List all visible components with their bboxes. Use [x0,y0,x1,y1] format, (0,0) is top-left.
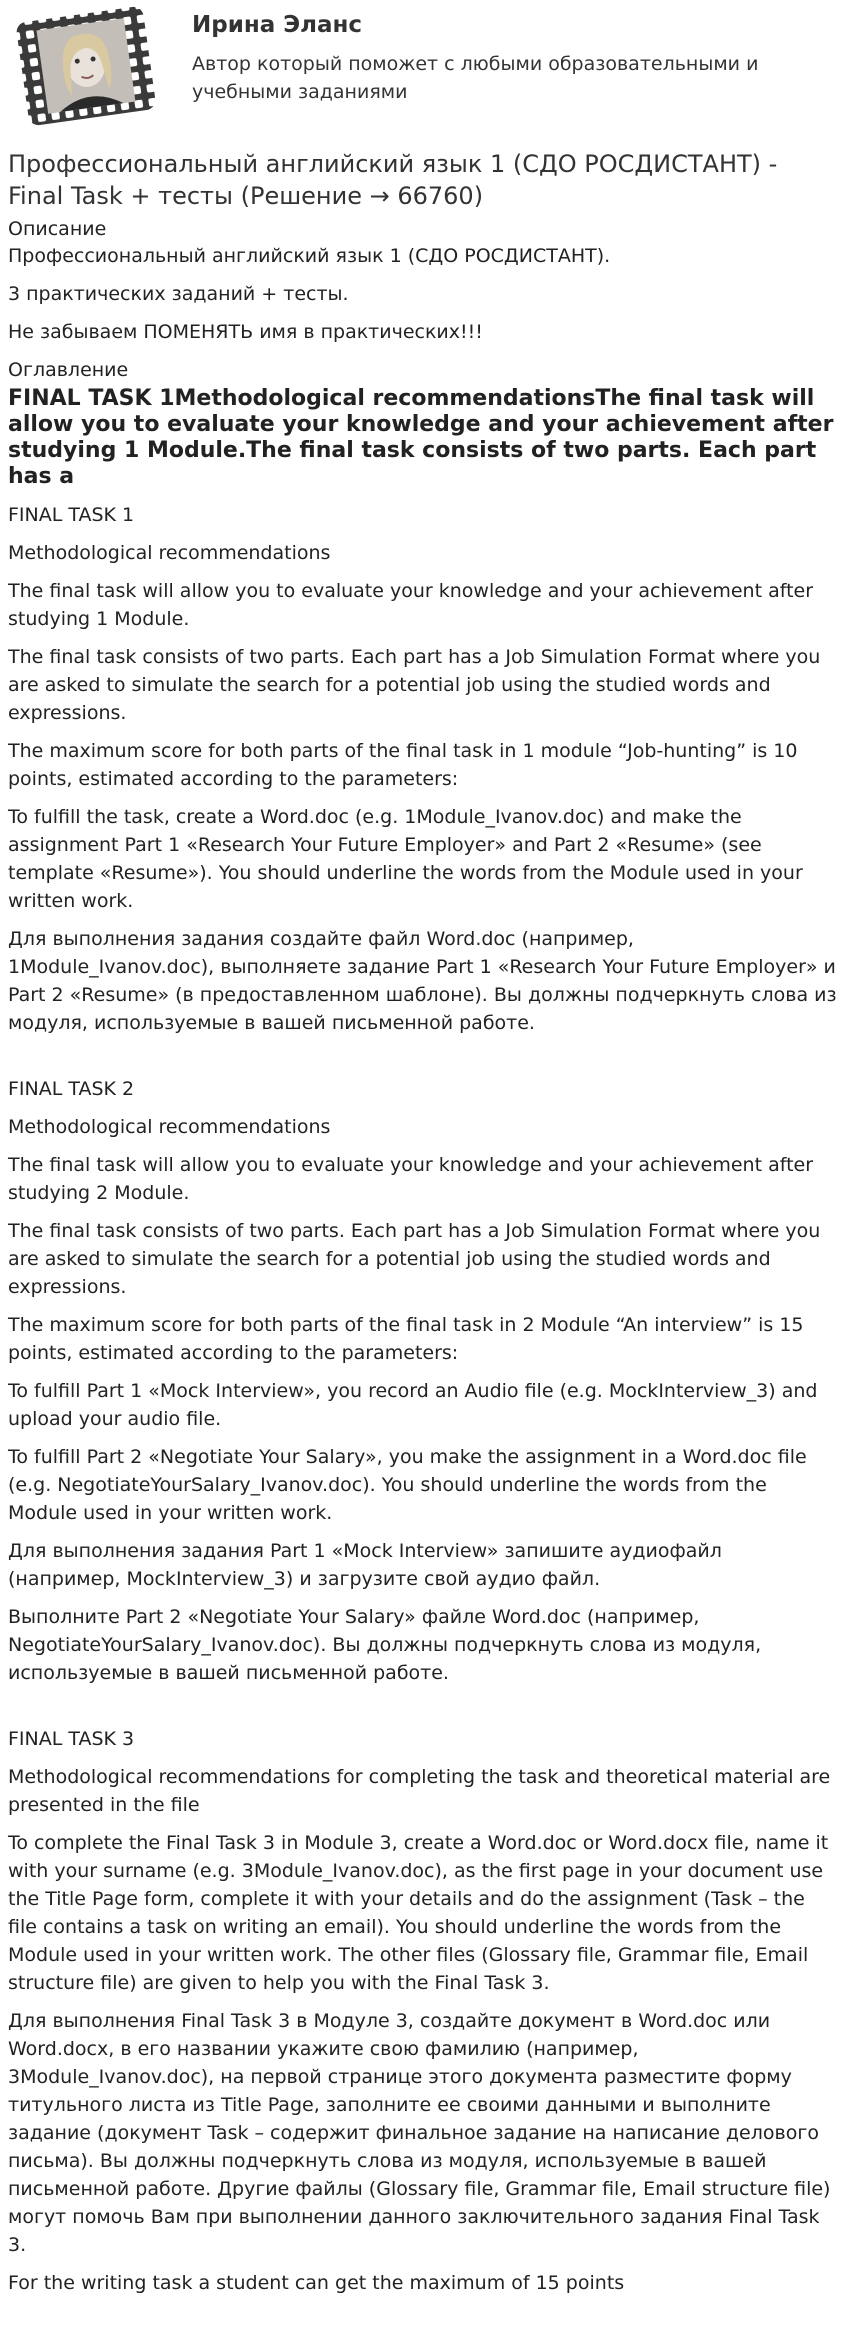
paragraph: Для выполнения задания Part 1 «Mock Interview» запишите аудиофайл (например, MockInterview_3) и загрузите свой аудио файл. [8,1540,722,1590]
section-spacer [8,1697,839,1725]
toc-label: Оглавление [8,359,129,381]
paragraph: Methodological recommendations [8,1116,331,1138]
task-3-section [8,1725,839,2297]
paragraph: To fulfill Part 2 «Negotiate Your Salary», you make the assignment in a Word.doc file (e.g. NegotiateYourSalary_Ivanov.doc). You should underline the words from the Module used in your written work. [8,1446,807,1524]
paragraph: Выполните Part 2 «Negotiate Your Salary» файле Word.doc (например, NegotiateYourSalary_Ivanov.doc). Вы должны подчеркнуть слова из модуля, используемые в вашей письменной работе. [8,1606,762,1684]
paragraph: The maximum score for both parts of the final task in 2 Module “An interview” is 15 points, estimated according to the parameters: [8,1314,804,1364]
paragraph: To complete the Final Task 3 in Module 3, create a Word.doc or Word.docx file, name it with your surname (e.g. 3Module_Ivanov.doc), as the first page in your document use the Title Page form, complete it with your details and do the assignment (Task – the file contains a task on writing an email). You should underline the words from the Module used in your written work. The other files (Glossary file, Grammar file, Email structure file) are given to help you with the Final Task 3. [8,1832,829,1994]
paragraph: To fulfill the task, create a Word.doc (e.g. 1Module_Ivanov.doc) and make the assignment Part 1 «Research Your Future Employer» and Part 2 «Resume» (see template «Resume»). You should underline the words from the Module used in your written work. [8,806,803,912]
task-1-section [8,501,839,1037]
description-line: Профессиональный английский язык 1 (СДО РОСДИСТАНТ). [8,245,611,267]
paragraph: To fulfill Part 1 «Mock Interview», you record an Audio file (e.g. MockInterview_3) and upload your audio file. [8,1380,818,1430]
toc-heading: FINAL TASK 1Methodological recommendationsThe final task will allow you to evaluate your knowledge and your achievement after studying 1 Module.The final task consists of two parts. Each part has a [8,386,834,489]
page-title: Профессиональный английский язык 1 (СДО РОСДИСТАНТ) - Final Task + тесты (Решение → 66760) [8,150,778,210]
paragraph: For the writing task a student can get the maximum of 15 points [8,2272,625,2294]
task-title: FINAL TASK 3 [8,1728,135,1750]
description-label: Описание [8,218,107,240]
task-title: FINAL TASK 1 [8,504,135,526]
description-line: Не забываем ПОМЕНЯТЬ имя в практических!!! [8,321,483,343]
avatar[interactable] [14,6,158,126]
paragraph: The final task will allow you to evaluate your knowledge and your achievement after studying 1 Module. [8,580,814,630]
paragraph: The final task consists of two parts. Each part has a Job Simulation Format where you are asked to simulate the search for a potential job using the studied words and expressions. [8,1220,821,1298]
paragraph: Methodological recommendations for completing the task and theoretical material are presented in the file [8,1766,831,1816]
paragraph: The maximum score for both parts of the final task in 1 module “Job-hunting” is 10 points, estimated according to the parameters: [8,740,798,790]
author-description: Автор который поможет с любыми образовательными и учебными заданиями [192,53,759,103]
section-spacer [8,1047,839,1075]
task-2-section [8,1075,839,1687]
author-card [8,0,839,134]
paragraph: The final task consists of two parts. Each part has a Job Simulation Format where you are asked to simulate the search for a potential job using the studied words and expressions. [8,646,821,724]
avatar-image [14,6,158,126]
paragraph: Для выполнения Final Task 3 в Модуле 3, создайте документ в Word.doc или Word.docx, в его названии укажите свою фамилию (например, 3Module_Ivanov.doc), на первой странице этого документа разместите форму титульного листа из Title Page, заполните ее своими данными и выполните задание (документ Task – содержит финальное задание на написание делового письма). Вы должны подчеркнуть слова из модуля, используемые в вашей письменной работе. Другие файлы (Glossary file, Grammar file, Email structure file) могут помочь Вам при выполнении данного заключительного задания Final Task 3. [8,2010,831,2256]
paragraph: The final task will allow you to evaluate your knowledge and your achievement after studying 2 Module. [8,1154,814,1204]
description-line: 3 практических заданий + тесты. [8,283,349,305]
task-title: FINAL TASK 2 [8,1078,135,1100]
author-name[interactable]: Ирина Эланс [192,12,363,38]
paragraph: Methodological recommendations [8,542,331,564]
paragraph: Для выполнения задания создайте файл Word.doc (например, 1Module_Ivanov.doc), выполняете задание Part 1 «Research Your Future Employer» и Part 2 «Resume» (в предоставленном шаблоне). Вы должны подчеркнуть слова из модуля, используемые в вашей письменной работе. [8,928,837,1034]
